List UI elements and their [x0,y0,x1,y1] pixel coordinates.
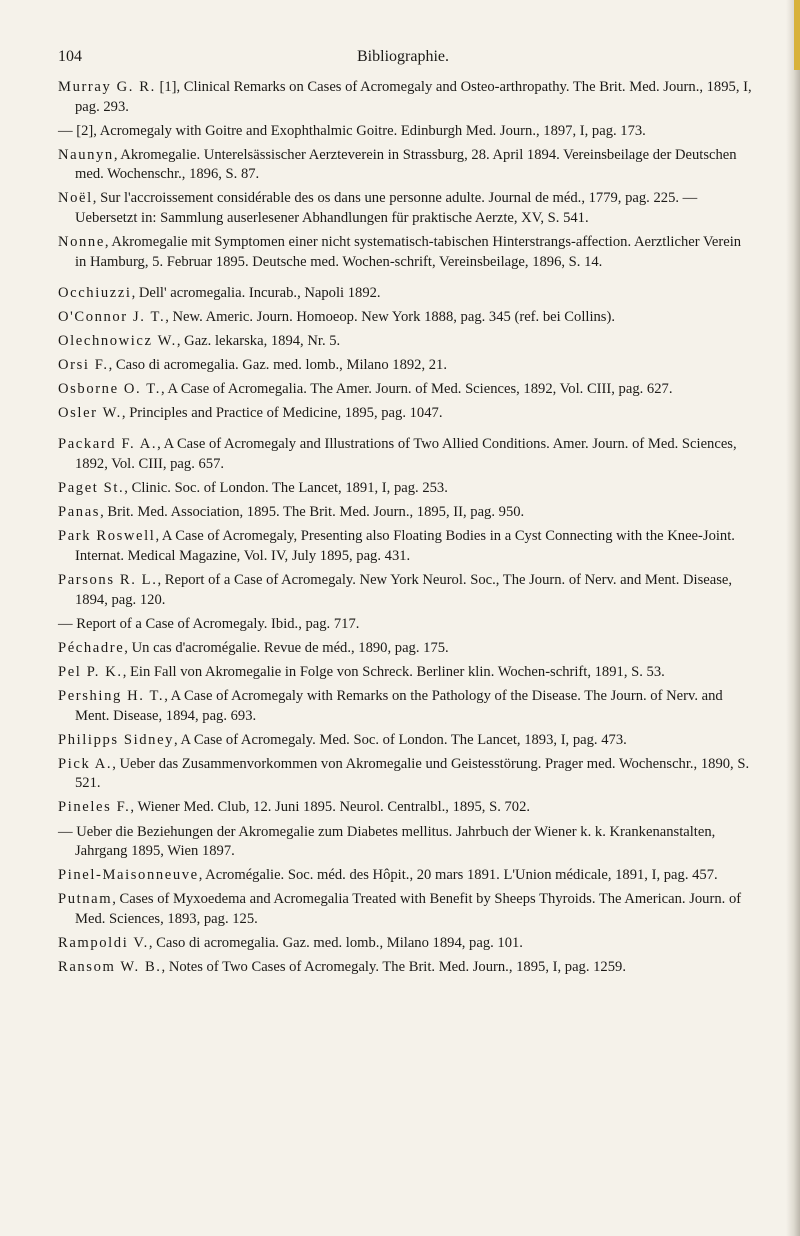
entry-text: , Gaz. lekarska, 1894, Nr. 5. [176,333,341,350]
bibliography-entry [58,404,752,424]
entry-text: — Report of a Case of Acromegaly. Ibid., pag. 717. [58,615,360,632]
entry-author: Philipps Sidney [58,731,175,748]
entry-author: Péchadre [58,639,125,656]
section-gap [58,277,752,284]
bibliography-entry [58,866,752,886]
bibliography-entry [58,527,752,566]
page-edge-mark [794,0,800,70]
entry-text: , Un cas d'acromégalie. Revue de méd., 1890, pag. 175. [124,639,449,656]
entry-author: Pel P. K. [58,663,123,680]
entry-author: Olechnowicz W. [58,333,177,350]
bibliography-entry [58,308,752,328]
entry-author: Putnam [58,891,113,908]
entry-text: , Dell' acromegalia. Incurab., Napoli 1892. [131,284,381,301]
entry-author: Naunyn [58,146,114,163]
entry-author: O'Connor J. T. [58,308,166,325]
entry-text: , Sur l'accroissement considérable des os dans une personne adulte. Journal de méd., 1779, pag. 225. — Uebersetzt in: Sammlung auserlesener Abhandlungen für praktische Aerzte, XV, S. 541. [75,190,698,227]
entry-author: Murray G. R. [58,79,156,95]
bibliography-entry [58,571,752,610]
entry-text: , Report of a Case of Acromegaly. New York Neurol. Soc., The Journ. of Nerv. and Ment. Disease, 1894, pag. 120. [75,571,733,608]
bibliography-entry [58,233,752,272]
entry-author: Occhiuzzi [58,284,132,301]
entry-text: , A Case of Acromegaly. Med. Soc. of London. The Lancet, 1893, I, pag. 473. [174,731,627,748]
entry-author: Packard F. A. [58,436,158,453]
bibliography-entry [58,503,752,523]
bibliography-entry [58,823,752,862]
bibliography-entry [58,890,752,929]
entry-text: , Acromégalie. Soc. méd. des Hôpit., 20 mars 1891. L'Union médicale, 1891, I, pag. 457. [198,867,718,884]
running-head: Bibliographie. [357,48,449,65]
bibliography-entry [58,798,752,818]
entry-text: , Clinic. Soc. of London. The Lancet, 1891, I, pag. 253. [124,480,448,497]
entry-text: , A Case of Acromegaly and Illustrations of Two Allied Conditions. Amer. Journ. of Med. Sciences, 1892, Vol. CIII, pag. 657. [75,436,737,472]
bibliography-entry [58,639,752,659]
entry-author: Pinel-Maisonneuve [58,867,199,884]
entry-author: Pineles F. [58,799,131,816]
entry-text: , Akromegalie. Unterelsässischer Aerzteverein in Strassburg, 28. April 1894. Vereinsbeilage der Deutschen med. Wochenschr., 1896, S. 87. [75,146,737,183]
entry-text: , Principles and Practice of Medicine, 1895, pag. 1047. [121,405,443,422]
entry-text: , A Case of Acromegaly, Presenting also Floating Bodies in a Cyst Connecting with the Knee-Joint. Internat. Medical Magazine, Vol. IV, July 1895, pag. 431. [75,528,735,564]
entry-author: Pershing H. T. [58,687,165,704]
bibliography-entry [58,122,752,142]
bibliography-entry [58,934,752,954]
entry-text: , New. Americ. Journ. Homoeop. New York 1888, pag. 345 (ref. bei Collins). [165,308,615,325]
entry-author: Park Roswell [58,528,156,545]
entry-text: , Cases of Myxoedema and Acromegalia Treated with Benefit by Sheeps Thyroids. The American. Journ. of Med. Sciences, 1893, pag. 125. [75,891,742,927]
entry-text: , Brit. Med. Association, 1895. The Brit. Med. Journ., 1895, II, pag. 950. [100,504,525,521]
bibliography-entry [58,731,752,751]
entry-author: Orsi F. [58,357,109,374]
bibliography-entry [58,958,752,978]
entry-text: , Ueber das Zusammenvorkommen von Akromegalie und Geistesstörung. Prager med. Wochenschr., 1890, S. 521. [75,755,750,792]
bibliography-entry [58,479,752,499]
page-edge-shadow [786,0,800,1236]
bibliography-entry [58,380,752,400]
entry-text: , Caso di acromegalia. Gaz. med. lomb., Milano 1894, pag. 101. [148,934,523,951]
entry-text: , Akromegalie mit Symptomen einer nicht systematisch-tabischen Hinterstrangs-affection. Aerztlicher Verein in Hamburg, 5. Februar 1895. Deutsche med. Wochen-schrift, Vereinsbeilage, 1896, S. 14. [75,234,742,270]
bibliography-entry [58,755,752,794]
bibliography-list [58,78,752,982]
entry-author: Noël [58,190,93,207]
entry-author: Osborne O. T. [58,381,161,398]
section-gap [58,428,752,435]
entry-text: , Caso di acromegalia. Gaz. med. lomb., Milano 1892, 21. [108,357,447,374]
bibliography-entry [58,435,752,474]
entry-text: , A Case of Acromegaly with Remarks on the Pathology of the Disease. The Journ. of Nerv. and Ment. Disease, 1894, pag. 693. [75,687,723,724]
entry-text: , Notes of Two Cases of Acromegaly. The Brit. Med. Journ., 1895, I, pag. 1259. [161,959,626,976]
entry-author: Osler W. [58,405,122,422]
page-number: 104 [58,48,82,65]
bibliography-entry [58,356,752,376]
bibliography-entry [58,615,752,635]
entry-text: [1], Clinical Remarks on Cases of Acromegaly and Osteo-arthropathy. The Brit. Med. Journ., 1895, I, pag. 293. [75,79,752,115]
entry-author: Pick A. [58,755,113,772]
bibliography-entry [58,78,752,117]
entry-author: Parsons R. L. [58,571,158,588]
entry-author: Nonne [58,234,105,251]
page-header [58,48,748,70]
entry-author: Rampoldi V. [58,934,149,951]
entry-author: Ransom W. B. [58,959,162,976]
bibliography-entry [58,189,752,228]
entry-text: , A Case of Acromegalia. The Amer. Journ. of Med. Sciences, 1892, Vol. CIII, pag. 627. [160,381,673,398]
entry-text: , Ein Fall von Akromegalie in Folge von Schreck. Berliner klin. Wochen-schrift, 1891, S. 53. [122,663,665,680]
bibliography-entry [58,687,752,726]
bibliography-entry [58,146,752,185]
entry-author: Panas [58,504,101,521]
entry-text: — [2], Acromegaly with Goitre and Exophthalmic Goitre. Edinburgh Med. Journ., 1897, I, pag. 173. [58,122,646,139]
bibliography-entry [58,663,752,683]
entry-text: , Wiener Med. Club, 12. Juni 1895. Neurol. Centralbl., 1895, S. 702. [130,799,531,816]
bibliography-entry [58,332,752,352]
bibliography-entry [58,284,752,304]
entry-text: — Ueber die Beziehungen der Akromegalie zum Diabetes mellitus. Jahrbuch der Wiener k. k. Krankenanstalten, Jahrgang 1895, Wien 1897. [58,823,716,860]
entry-author: Paget St. [58,480,125,497]
